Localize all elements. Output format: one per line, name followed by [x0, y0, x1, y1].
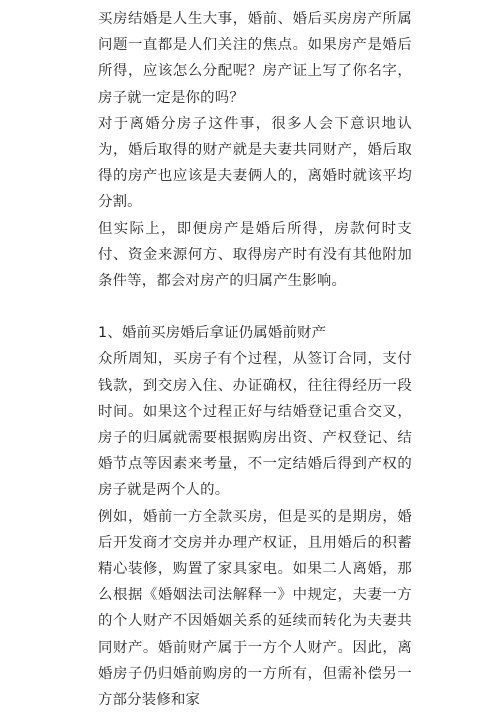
paragraph-spacer [98, 294, 412, 320]
article-body [98, 6, 412, 713]
section-heading: 1、婚前买房婚后拿证仍属婚前财产 [98, 325, 327, 342]
intro-paragraph-1: 买房结婚是人生大事，婚前、婚后买房房产所属问题一直都是人们关注的焦点。如果房产是婚后所得，应该怎么分配呢？房产证上写了你名字，房子就一定是你的吗？ [98, 11, 412, 106]
section-paragraph-2: 例如，婚前一方全款买房，但是买的是期房，婚后开发商才交房并办理产权证，且用婚后的积蓄精心装修，购置了家具家电。如果二人离婚，那么根据《婚姻法司法解释一》中规定，夫妻一方的个人财产不因婚姻关系的延续而转化为夫妻共同财产。婚前财产属于一方个人财产。因此，离婚房子仍归婚前购房的一方所有，但需补偿另一方部分装修和家 [98, 508, 412, 709]
intro-paragraph-3: 但实际上，即便房产是婚后所得，房款何时支付、资金来源何方、取得房产时有没有其他附加条件等，都会对房产的归属产生影响。 [98, 220, 412, 290]
intro-paragraph-2: 对于离婚分房子这件事，很多人会下意识地认为，婚后取得的财产就是夫妻共同财产，婚后取得的房产也应该是夫妻俩人的，离婚时就该平均分割。 [98, 115, 412, 211]
section-paragraph-1: 众所周知，买房子有个过程，从签订合同，支付钱款，到交房入住、办证确权，往往得经历一段时间。如果这个过程正好与结婚登记重合交叉，房子的归属就需要根据购房出资、产权登记、结婚节点等因素来考量，不一定结婚后得到产权的房子就是两个人的。 [98, 351, 412, 499]
